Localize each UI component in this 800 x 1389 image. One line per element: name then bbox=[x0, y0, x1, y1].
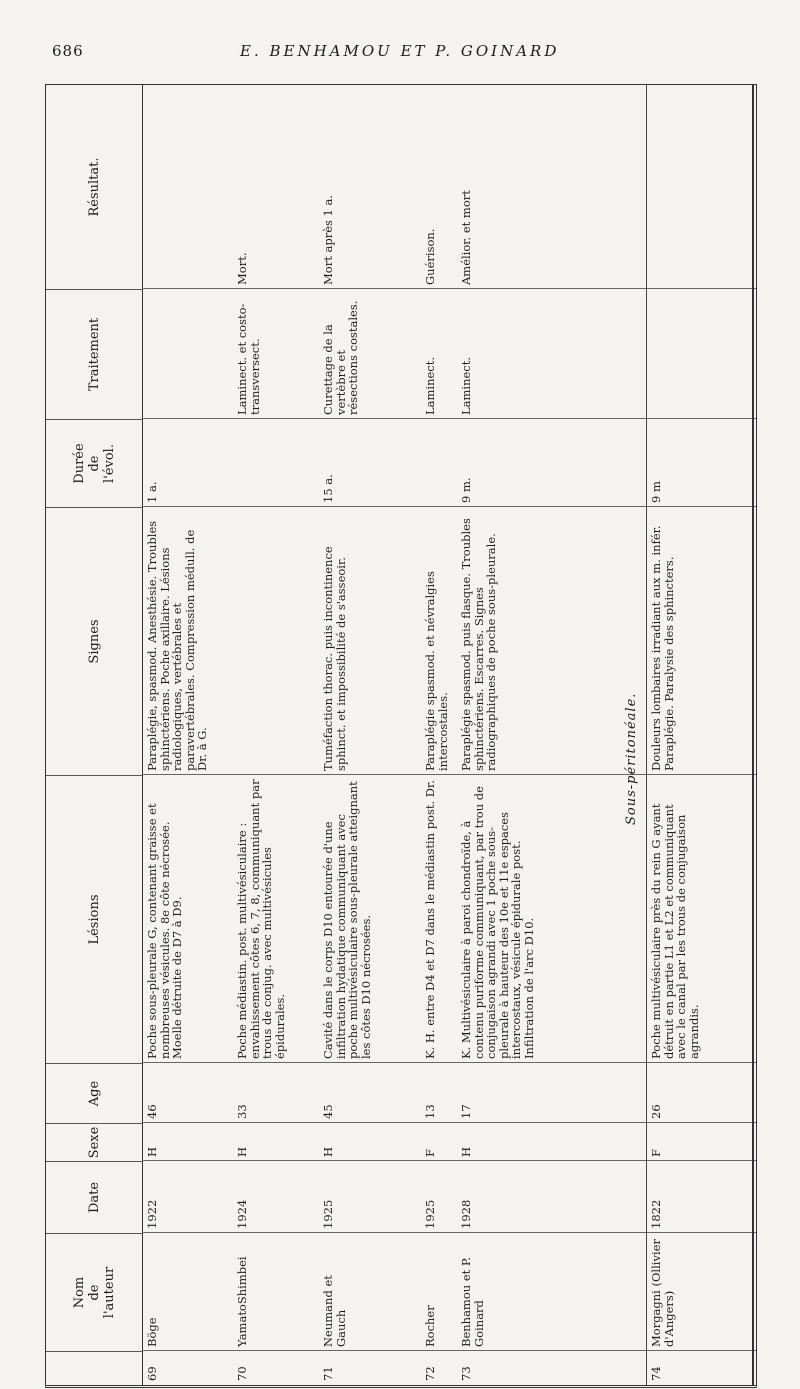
cell-result: Mort après 1 a. bbox=[321, 194, 335, 285]
cell-duration: 15 a. bbox=[321, 474, 335, 503]
cell-date: 1822 bbox=[649, 1199, 663, 1229]
col-header-author: Nom de l'auteur bbox=[46, 1233, 142, 1351]
cell-lesions: K. Multivésiculaire à paroi chondroïde, à contenu puriforme communiquant, par trou de conjugaison agrandi avec 1 poche sous-pleurale à hauteur des 10e et 11e espaces intercostaux, vésicule épidurale post. Infiltration de l'arc D10. bbox=[459, 786, 536, 1059]
column-rule bbox=[142, 1122, 756, 1123]
cell-num: 73 bbox=[459, 1366, 473, 1381]
cell-num: 71 bbox=[321, 1366, 335, 1381]
cell-sex: F bbox=[423, 1149, 437, 1157]
section-title: Sous-péritonéale. bbox=[624, 692, 639, 825]
page-number: 686 bbox=[52, 42, 84, 60]
cell-signs: Paraplégie spasmod. et névralgies intercostales. bbox=[423, 571, 450, 771]
cell-signs: Douleurs lombaires irradiant aux m. infér. Paraplégie. Paralysie des sphincters. bbox=[649, 525, 676, 771]
cell-author: Rocher bbox=[423, 1305, 437, 1347]
cell-result: Guérison. bbox=[423, 228, 437, 285]
col-header-duration: Durée de l'évol. bbox=[46, 419, 142, 507]
cell-num: 69 bbox=[145, 1366, 159, 1381]
cell-author: Böge bbox=[145, 1317, 159, 1347]
cell-signs: Tuméfaction thorac. puis incontinence sphinct. et impossibilité de s'asseoir. bbox=[321, 546, 348, 771]
cell-num: 70 bbox=[235, 1366, 249, 1381]
cell-age: 26 bbox=[649, 1104, 663, 1119]
cell-author: YamatoShimbei bbox=[235, 1256, 249, 1347]
cell-treatment: Laminect. et costo-transversect. bbox=[235, 303, 262, 415]
data-table bbox=[45, 84, 757, 1388]
cell-result: Amélior. et mort bbox=[459, 190, 473, 285]
running-head: E. BENHAMOU ET P. GOINARD bbox=[240, 42, 560, 60]
cell-age: 17 bbox=[459, 1104, 473, 1119]
cell-date: 1928 bbox=[459, 1199, 473, 1229]
section-rule bbox=[646, 85, 647, 1385]
cell-date: 1924 bbox=[235, 1199, 249, 1229]
cell-duration: 9 m bbox=[649, 481, 663, 503]
cell-num: 72 bbox=[423, 1366, 437, 1381]
cell-date: 1925 bbox=[321, 1199, 335, 1229]
cell-lesions: Cavité dans le corps D10 entourée d'une infiltration hydatique communiquant avec poche multivésiculaire sous-pleurale atteignant les côtes D10 nécrosées. bbox=[321, 781, 373, 1059]
running-header bbox=[0, 38, 800, 68]
cell-num: 74 bbox=[649, 1366, 663, 1381]
header-rule bbox=[142, 85, 143, 1385]
cell-lesions: Poche sous-pleurale G, contenant graisse et nombreuses vésicules. 8e côte nécrosée. Moelle détruite de D7 à D9. bbox=[145, 803, 185, 1059]
cell-lesions: Poche médiastin. post. multivésiculaire : envahissement côtes 6, 7, 8, communiquant par trous de conjug. avec multivésicules épidurales. bbox=[235, 779, 287, 1059]
col-header-result: Résultat. bbox=[86, 157, 102, 217]
cell-duration: 9 m. bbox=[459, 477, 473, 503]
cell-signs: Paraplégie spasmod. puis flasque. Troubles sphinctériens. Escarres. Signes radiographiques de poche sous-pleurale. bbox=[459, 518, 499, 771]
cell-author: Morgagni (Ollivier d'Angers) bbox=[649, 1239, 676, 1347]
cell-age: 13 bbox=[423, 1104, 437, 1119]
cell-sex: H bbox=[321, 1146, 335, 1157]
cell-age: 33 bbox=[235, 1104, 249, 1119]
cell-sex: H bbox=[145, 1146, 159, 1157]
cell-treatment: Curettage de la vertèbre et résections costales. bbox=[321, 300, 361, 415]
col-header-sex: Sexe bbox=[46, 1123, 142, 1161]
col-header-treatment: Traitement bbox=[46, 289, 142, 419]
col-header-date: Date bbox=[46, 1161, 142, 1233]
column-rule bbox=[142, 1160, 756, 1161]
cell-author: Neumand et Gauch bbox=[321, 1275, 348, 1347]
cell-treatment: Laminect. bbox=[423, 356, 437, 415]
table-bottom-rule bbox=[752, 85, 754, 1385]
col-header-num bbox=[46, 1351, 142, 1385]
cell-author: Benhamou et P. Goinard bbox=[459, 1257, 486, 1347]
col-header-lesions: Lésions bbox=[46, 775, 142, 1063]
column-rule bbox=[142, 418, 756, 419]
cell-signs: Paraplégie, spasmod. Anesthésie. Troubles sphinctériens. Poche axillaire. Lésions radiologiques, vertébrales et paravertébrales. Compression médull. de Dr. à G. bbox=[145, 520, 210, 771]
cell-duration: 1 a. bbox=[145, 481, 159, 503]
col-header-signs: Signes bbox=[46, 507, 142, 775]
column-rule bbox=[142, 288, 756, 289]
cell-date: 1925 bbox=[423, 1199, 437, 1229]
cell-treatment: Laminect. bbox=[459, 356, 473, 415]
cell-sex: H bbox=[235, 1146, 249, 1157]
cell-age: 45 bbox=[321, 1104, 335, 1119]
col-header-age: Age bbox=[46, 1063, 142, 1123]
cell-lesions: Poche multivésiculaire près du rein G ayant détruit en partie L1 et L2 et communiquant avec le canal par les trous de conjugaison agrandis. bbox=[649, 803, 701, 1059]
cell-sex: F bbox=[649, 1149, 663, 1157]
cell-lesions: K. H. entre D4 et D7 dans le médiastin post. Dr. bbox=[423, 780, 437, 1059]
cell-age: 46 bbox=[145, 1104, 159, 1119]
cell-result: Mort. bbox=[235, 252, 249, 285]
cell-sex: H bbox=[459, 1146, 473, 1157]
cell-date: 1922 bbox=[145, 1199, 159, 1229]
rotated-table-wrapper bbox=[45, 88, 755, 1388]
